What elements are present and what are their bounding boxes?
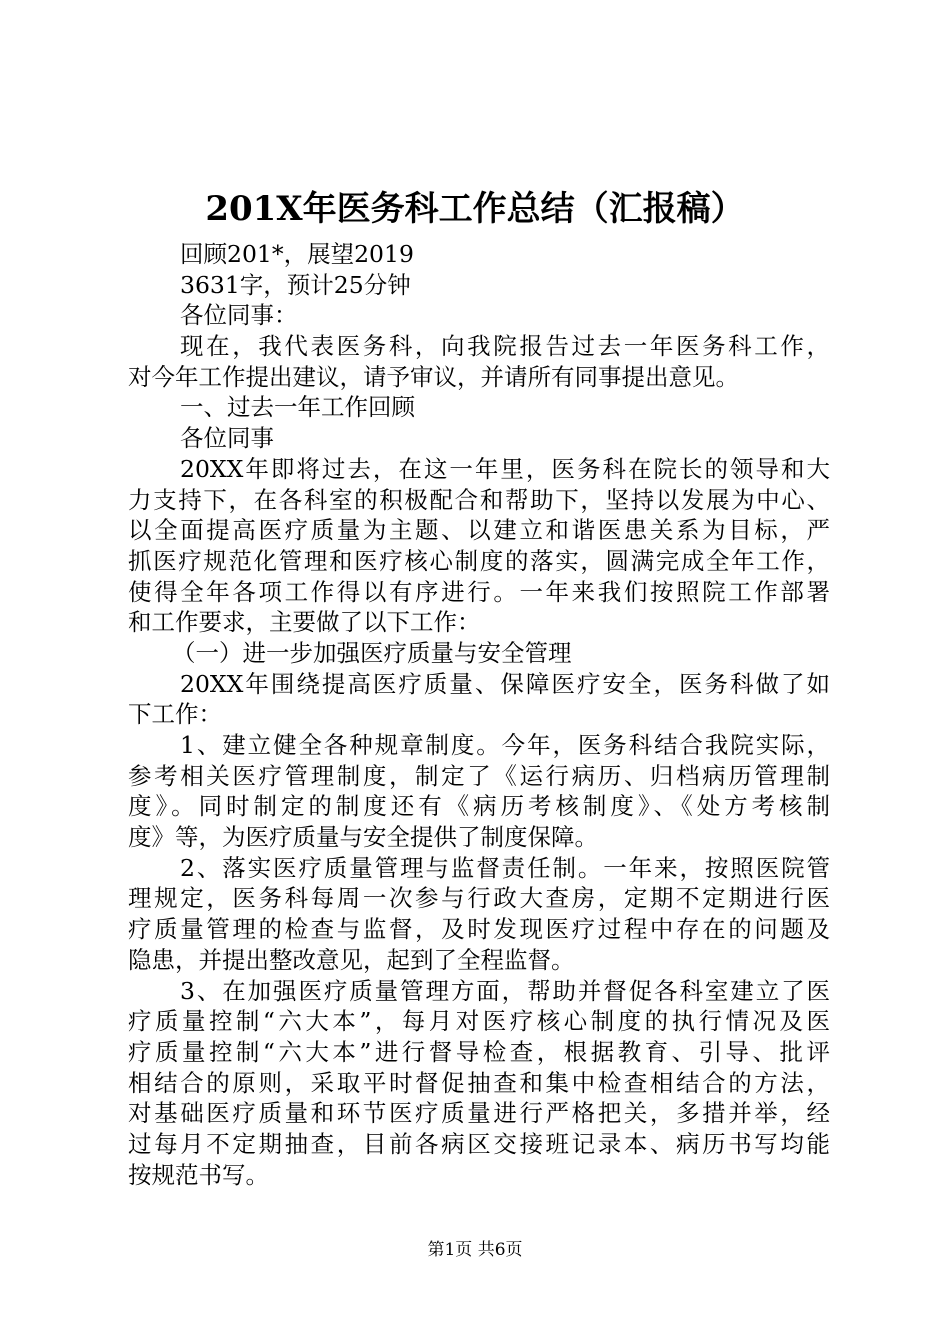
paragraph-line: 参考相关医疗管理制度，制定了《运行病历、归档病历管理制 <box>128 761 830 790</box>
paragraph-line: 隐患，并提出整改意见，起到了全程监督。 <box>128 945 575 974</box>
page-footer: 第1页 共6页 <box>427 1240 523 1260</box>
paragraph-line: 理规定，医务科每周一次参与行政大查房，定期不定期进行医 <box>128 884 830 913</box>
subtitle-line: 回顾201*，展望2019 <box>180 240 414 268</box>
section-heading: 一、过去一年工作回顾 <box>180 393 415 422</box>
paragraph-line: 按规范书写。 <box>128 1160 269 1189</box>
paragraph-line: 度》等，为医疗质量与安全提供了制度保障。 <box>128 823 598 852</box>
paragraph-line: 疗质量控制“六大本”，每月对医疗核心制度的执行情况及医 <box>128 1007 830 1036</box>
paragraph-line: 抓医疗规范化管理和医疗核心制度的落实，圆满完成全年工作， <box>128 546 830 575</box>
word-count-line: 3631字，预计25分钟 <box>180 270 411 299</box>
paragraph-line: 1、建立健全各种规章制度。今年，医务科结合我院实际， <box>180 731 830 759</box>
salutation-line: 各位同事 <box>180 424 274 453</box>
paragraph-line: 力支持下，在各科室的积极配合和帮助下，坚持以发展为中心、 <box>128 485 830 514</box>
salutation-line: 各位同事： <box>180 301 298 330</box>
paragraph-line: 现在，我代表医务科，向我院报告过去一年医务科工作， <box>180 332 830 361</box>
paragraph-line: 度》。同时制定的制度还有《病历考核制度》、《处方考核制 <box>128 792 830 821</box>
paragraph-line: 使得全年各项工作得以有序进行。一年来我们按照院工作部署 <box>128 577 830 606</box>
subsection-heading: （一）进一步加强医疗质量与安全管理 <box>172 638 572 667</box>
paragraph-line: 下工作： <box>128 700 222 729</box>
paragraph-line: 3、在加强医疗质量管理方面，帮助并督促各科室建立了医 <box>180 976 830 1005</box>
paragraph-line: 疗质量控制“六大本”进行督导检查，根据教育、引导、批评 <box>128 1037 830 1066</box>
paragraph-line: 2、落实医疗质量管理与监督责任制。一年来，按照医院管 <box>180 853 830 882</box>
paragraph-line: 以全面提高医疗质量为主题、以建立和谐医患关系为目标，严 <box>128 516 830 545</box>
paragraph-line: 20XX年围绕提高医疗质量、保障医疗安全，医务科做了如 <box>180 669 830 698</box>
paragraph-line: 疗质量管理的检查与监督，及时发现医疗过程中存在的问题及 <box>128 915 830 944</box>
paragraph-line: 过每月不定期抽查，目前各病区交接班记录本、病历书写均能 <box>128 1129 830 1158</box>
paragraph-line: 对今年工作提出建议，请予审议，并请所有同事提出意见。 <box>128 362 739 391</box>
document-body <box>128 239 830 1190</box>
paragraph-line: 对基础医疗质量和环节医疗质量进行严格把关，多措并举，经 <box>128 1099 830 1128</box>
document-title: 201X年医务科工作总结（汇报稿） <box>205 189 745 229</box>
paragraph-line: 和工作要求，主要做了以下工作： <box>128 608 481 637</box>
paragraph-line: 20XX年即将过去，在这一年里，医务科在院长的领导和大 <box>180 454 830 483</box>
paragraph-line: 相结合的原则，采取平时督促抽查和集中检查相结合的方法， <box>128 1068 830 1097</box>
